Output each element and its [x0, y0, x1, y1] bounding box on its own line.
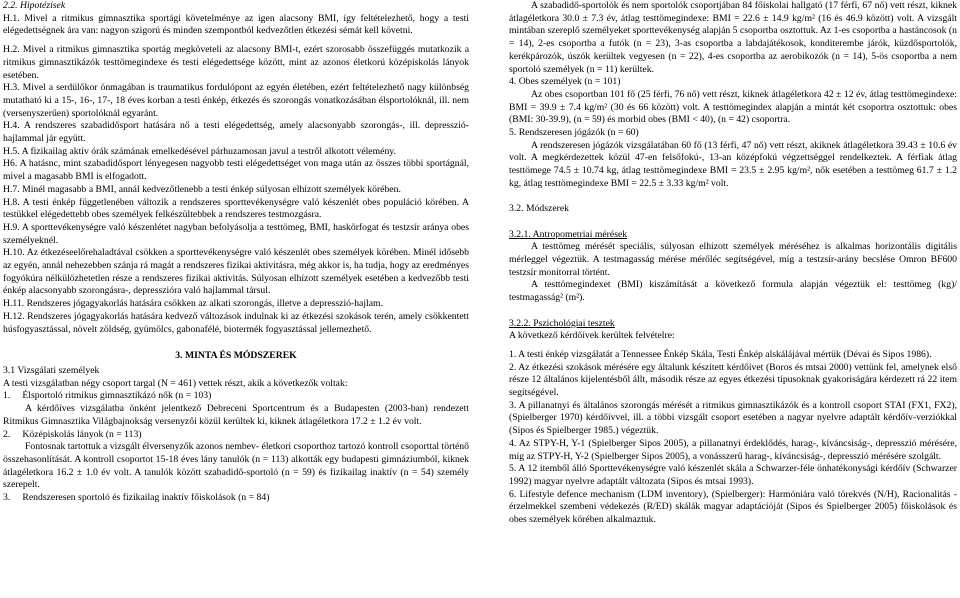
- psych-tests-intro: A következő kérdőívek kerültek felvételre:: [509, 330, 675, 342]
- group-2-label: Középiskolás lányok (n = 113): [22, 428, 142, 440]
- group-2-title: [3, 429, 469, 442]
- subjects-intro: A testi vizsgálatban négy csoport targal (N = 461) vettek részt, akik a következők voltak:: [3, 377, 348, 389]
- hypothesis-2: H.2. Mivel a ritmikus gimnasztika sportág megköveteli az alacsony BMI-t, ezért szorosabb összefüggés mutatkozik a ritmikus gimnasztikázók testtömegindexe és testi elégedettsége között, mint az azonos életkorú középiskolás lányok esetében.: [3, 44, 469, 81]
- hypothesis-7: H.7. Minél magasabb a BMI, annál kedvezőtlenebb a testi énkép súlyosan elhízott személyek körében.: [3, 183, 401, 195]
- test-item-6: 6. Lifestyle defence mechanism (LDM inventory), (Spielberger): Harmóniára való törekvés (N/H), Racionalitás - érzelmekkel szembeni védekezés (R/ED) skálák magyar adaptációját (Sipos és Spielberger 2005) főiskolások és obes személyek körében alkalmaztuk.: [509, 488, 957, 526]
- group-4-title: 4. Obes személyek (n = 101): [509, 76, 621, 88]
- hypothesis-1: H.1. Mivel a ritmikus gimnasztika sportági követelménye az igen alacsony BMI, így feltételezhető, hogy a testi elégedettségnek ára van: nagyon szigorú és minden szempontból kedvezőtlen étkezési sémát kell követni.: [3, 12, 469, 37]
- bmi-text: A testtömegindexet (BMI) kiszámítását a következő formula alapján végeztük el: testtömeg (kg)/ testmagasság² (m²).: [509, 279, 957, 304]
- group-2-text: Fontosnak tartottuk a vizsgált élversenyzők azonos nembev- életkori csoporthoz tartozó kontroll csoporttal történő összehasonlítását. A kontroll csoportot 15-18 éves lány tanulók (n = 113) alkották egy budapesti gimnáziumból, kiknek átlagéletkora 16.2 ± 1.0 év volt. A tanulók között szabadidő-sportoló (n = 59) és fizikailag inaktív (n = 54) személy szerepelt.: [3, 441, 469, 491]
- test-item-2: 2. Az étkezési szokások mérésére egy általunk készített kérdőívet (Boros és mtsai 2000) vettünk fel, amelynek első része 12 általános kijelentésből állt, második része az egyes étkezési típusoknak gyakoriságára kérdezett rá 22 item segítségével.: [509, 361, 957, 399]
- test-item-4: 4. Az STPY-H, Y-1 (Spielberger Sipos 2005), a pillanatnyi érdeklődés, harag-, kíváncsiság-, depresszió mérésére, míg az STPY-H, Y-2 (Spielberger Sipos 2005), a vonásszerű harag-, kíváncsiság-, depresszió mérésére szolgált.: [509, 437, 957, 462]
- hypothesis-9: H.9. A sporttevékenységre való készenlétet nagyban befolyásolja a testtömeg, BMI, haskörfogat és testzsír aránya obes személyeknél.: [3, 221, 469, 246]
- group-5-text: A rendszeresen jógázók vizsgálatában 60 fő (13 férfi, 47 nő) vett részt, akiknek átlagéletkora 39.43 ± 10.6 év volt. A megkérdezettek közül 47-en felsőfokú-, 13-an középfokú végzettséggel rendelkeztek. A férfiak átlag testtömege 74.5 ± 10.74 kg, átlag testtömegindexe BMI = 23.5 ± 2.95 kg/m², nők esetében a testtömeg 61.7 ± 1.2 kg, átlag testtömegindexe BMI = 22.5 ± 3.33 kg/m² volt.: [509, 139, 957, 189]
- group-2-number: 2.: [3, 428, 11, 440]
- group-1-label: Élsportoló ritmikus gimnasztikázó nők (n = 103): [22, 390, 212, 402]
- group-3-text: A szabadidő-sportolók és nem sportolók csoportjában 84 főiskolai hallgató (17 férfi, 67 nő) vett részt, kiknek átlagéletkora 30.0 ± 7.3 év, átlag testtömegindexe: BMI = 22.6 ± 14.9 kg/m² (16 és 46.9 között) volt. A vizsgált mintában szereplő személyeket sporttevékenység alapján 5 csoportba osztottuk. Az 1-es csoportba a hastáncosok (n = 14), 2-es csoportba a futók (n = 23), 3-as csoportba a labdajátékosok, konditerembe járók, küzdősportolók, kerékpározók, úszók kerültek vegyesen (n = 22), 4-es csoportba az aerobikozók (n = 14), 5-ös csoportba a nem sportoló személyek (n = 11) kerültek.: [509, 0, 957, 75]
- hypothesis-8: H.8. A testi énkép függetlenében változik a rendszeres sporttevékenységre való készenlét obes populáció körében. A testükkel elégedettebb obes személyek felkészültebbek a rendszeres testmozgásra.: [3, 196, 469, 221]
- group-3-number: 3.: [3, 492, 11, 504]
- group-5-title: 5. Rendszeresen jógázók (n = 60): [509, 127, 639, 139]
- methods-heading: 3.2. Módszerek: [509, 203, 569, 215]
- hypotheses-heading: 2.2. Hipotézisek: [3, 0, 66, 11]
- anthropometry-text: A testtömeg mérését speciális, súlyosan elhízott személyek méréséhez is alkalmas horizontális digitális mérleggel végeztük. A testmagasság mérése mérőléc segítségével, míg a testzsír-arány becslése Omron BF600 testzsír monitorral történt.: [509, 241, 957, 278]
- group-1-title: [3, 390, 469, 403]
- group-3-label: Rendszeresen sportoló és fizikailag inaktív főiskolások (n = 84): [22, 492, 270, 504]
- left-column: [3, 0, 469, 505]
- hypothesis-12: H.12. Rendszeres jógagyakorlás hatására kedvező változások indulnak ki az étkezési szokások terén, amely csökkentett húsfogyasztással, növelt zöldség, gyümölcs, gabonafélé, biotermék fogyasztással jellemezhető.: [3, 310, 469, 335]
- test-item-3: 3. A pillanatnyi és általános szorongás mérését a ritmikus gimnasztikázók és a kontroll csoport STAI (FX1, FX2), (Spielberger 1970) kérdőívvel, ill. a többi vizsgált csoport esetében a nagyar nyelvre adaptált kérdőív-verziókkal (Sipos és Spielberger 1985.) végeztük.: [509, 399, 957, 437]
- group-3-title: [3, 492, 469, 505]
- anthropometry-heading: 3.2.1. Antropometriai mérések: [509, 228, 628, 240]
- hypothesis-5: H.5. A fizikailag aktív órák számának emelkedésével párhuzamosan javul a testről alkotott vélemény.: [3, 145, 396, 157]
- right-column: [509, 0, 957, 527]
- test-item-5: 5. A 12 itemből álló Sporttevékenységre való készenlét skála a Schwarzer-féle önhatékonysági kérdőív (Schwarzer 1992) magyar nyelvre adaptált változata (Sipos és mtsai 1993).: [509, 463, 957, 487]
- hypothesis-3: H.3. Mivel a serdülőkor önmagában is traumatikus fordulópont az egyén életében, ezért feltételezhető nagy különbség mutatható ki a 15-, 16-, 17-, 18 éves korban a testi énkép, étkezés és szorongás vonatkozásában élsportolóknál, ill. nem (versenyszerűen) sportolóknál egyaránt.: [3, 82, 469, 119]
- test-item-1: 1. A testi énkép vizsgálatát a Tennessee Énkép Skála, Testi Énkép alskálájával mértük (Dévai és Sipos 1986).: [509, 348, 932, 360]
- hypothesis-10: H.10. Az étkezéseelőrehaladtával csökken a sporttevékenységre való készenlét obes személyek körében. Minél idősebb az egyén, annál nehezebben szánja rá magát a rendszeres fizikai aktivitásra, még akkor is, ha tudja, hogy az eredményes fogyókúra nélkülözhetetlen része a rendszeres fizikai aktivitás. Súlyosan elhízott személyek esetében a kedvezőbb testi énkép alacsonyabb szorongásra-, depresszióra való hajlammal társul.: [3, 247, 469, 297]
- group-1-text: A kérdőíves vizsgálatba önként jelentkező Debreceni Sportcentrum és a Budapesten (2003-ban) rendezett Ritmikus Gimnasztika Világbajnokság versenyzői közül kerültek ki, kiknek átlagéletkora 17.2 ± 1.2 év volt.: [3, 403, 469, 427]
- subsection-title: 3.1 Vizsgálati személyek: [3, 364, 100, 376]
- section-title: 3. MINTA ÉS MÓDSZEREK: [175, 350, 297, 362]
- hypothesis-4: H.4. A rendszeres szabadidősport hatására nő a testi elégedettség, amely alacsonyabb szorongás-, ill. depresszió-hajlammal jár együtt.: [3, 120, 469, 145]
- hypothesis-6: H6. A hatásnc, mint szabadidősport lényegesen nagyobb testi elégedettséget von maga után az összes többi sportágnál, mivel a magasabb BMI is elfogadott.: [3, 158, 469, 183]
- group-1-number: 1.: [3, 390, 11, 402]
- psych-tests-heading: 3.2.2. Pszichológiai tesztek: [509, 317, 615, 329]
- hypothesis-11: H.11. Rendszeres jógagyakorlás hatására csökken az alkati szorongás, illetve a depresszió-hajlam.: [3, 298, 384, 310]
- group-4-text: Az obes csoportban 101 fő (25 férfi, 76 nő) vett részt, kiknek átlagéletkora 42 ± 12 év, átlag testtömegindexe: BMI = 39.9 ± 7.4 kg/m² (30 és 66 között) volt. A testtömegindex alapján a mintát két csoportra osztottuk: obes (BMI: 30-39.9), (n = 59) és morbid obes (BMI < 40), (n = 42) csoportra.: [509, 88, 957, 126]
